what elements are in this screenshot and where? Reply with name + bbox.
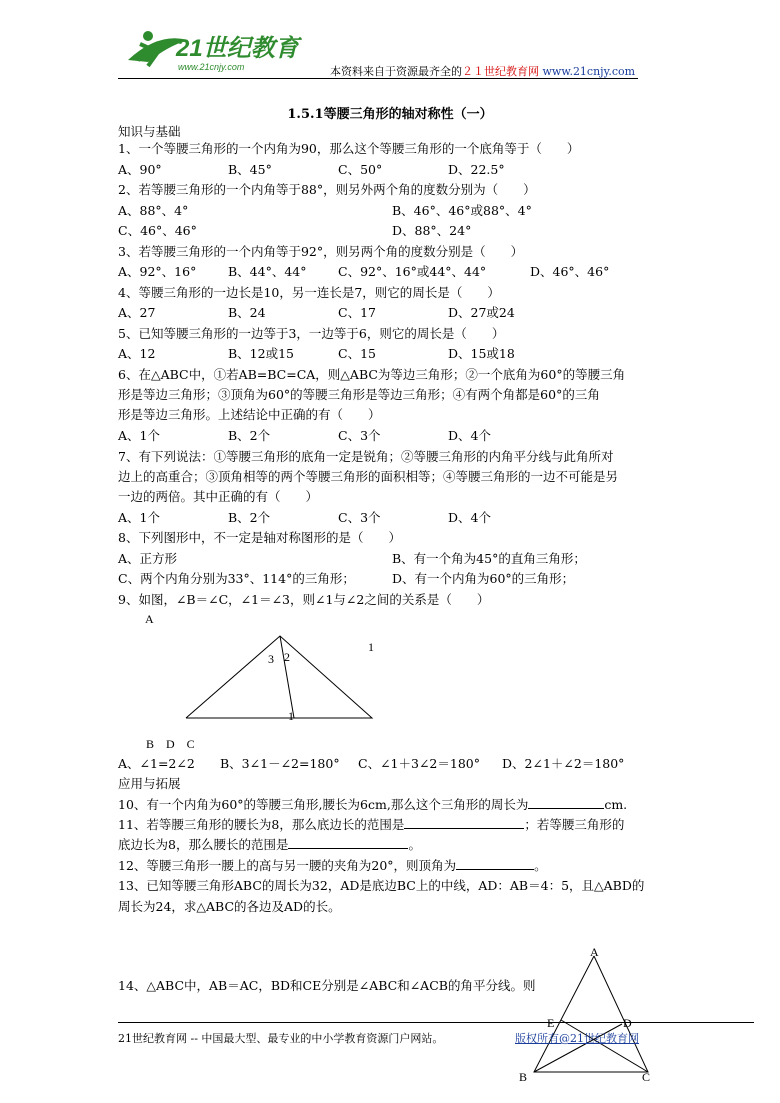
q2-option-a: A、88°、4°: [118, 203, 189, 218]
question-7-line-3: 一边的两倍。其中正确的有（ ）: [118, 489, 319, 504]
q14-triangle-figure: [520, 950, 660, 1080]
q11-answer-blank-1[interactable]: [404, 828, 524, 829]
q5-option-c: C、15: [338, 346, 376, 361]
q3-option-d: D、46°、46°: [530, 264, 610, 279]
question-7-line-1: 7、有下列说法：①等腰三角形的底角一定是锐角；②等腰三角形的内角平分线与此角所对: [118, 449, 614, 464]
question-9: 9、如图，∠B＝∠C，∠1＝∠3，则∠1与∠2之间的关系是（ ）: [118, 592, 490, 607]
q9-label-3: 3: [268, 652, 274, 666]
q9-option-b: B、3∠1－∠2=180°: [220, 756, 340, 771]
q6-option-c: C、3个: [338, 428, 381, 443]
question-4: 4、等腰三角形的一边长是10，另一连长是7，则它的周长是（ ）: [118, 285, 500, 300]
q1-option-c: C、50°: [338, 162, 383, 177]
q1-option-b: B、45°: [228, 162, 272, 177]
question-12: 12、等腰三角形一腰上的高与另一腰的夹角为20°，则顶角为 。: [118, 858, 547, 873]
question-1: 1、一个等腰三角形的一个内角为90，那么这个等腰三角形的一个底角等于（ ）: [118, 141, 580, 156]
q4-option-d: D、27或24: [448, 305, 515, 320]
q9-label-1-base: 1: [288, 709, 294, 723]
q14-label-d: D: [623, 1016, 632, 1030]
question-6-line-1: 6、在△ABC中，①若AB=BC=CA，则△ABC为等边三角形；②一个底角为60°的等腰三角: [118, 367, 626, 382]
question-11-line-1: 11、若等腰三角形的腰长为8，那么底边长的范围是 ；若等腰三角形的: [118, 817, 625, 832]
q14-label-c: C: [642, 1070, 651, 1084]
q8-option-b: B、有一个角为45°的直角三角形；: [392, 551, 586, 566]
q9-label-a: A: [145, 612, 154, 626]
q9-option-a: A、∠1=2∠2: [118, 756, 195, 771]
footer-copyright-link[interactable]: 版权所有@21世纪教育网: [515, 1032, 639, 1045]
section-heading-2: 应用与拓展: [118, 776, 181, 791]
page-title: 1.5.1等腰三角形的轴对称性（一）: [287, 107, 493, 122]
question-11-line-2: 底边长为8，那么腰长的范围是 。: [118, 837, 421, 852]
footer-text: 21世纪教育网 -- 中国最大型、最专业的中小学教育资源门户网站。: [118, 1032, 444, 1045]
q4-option-c: C、17: [338, 305, 376, 320]
q3-option-b: B、44°、44°: [228, 264, 307, 279]
q1-option-a: A、90°: [118, 162, 162, 177]
q9-label-1-right: 1: [368, 640, 374, 654]
q3-option-a: A、92°、16°: [118, 264, 197, 279]
q3-option-c: C、92°、16°或44°、44°: [338, 264, 487, 279]
q2-option-d: D、88°、24°: [392, 223, 472, 238]
q11-answer-blank-2[interactable]: [288, 848, 408, 849]
question-5: 5、已知等腰三角形的一边等于3，一边等于6，则它的周长是（ ）: [118, 326, 505, 341]
header-site-name: ２１世纪教育网: [462, 65, 539, 78]
q2-option-b: B、46°、46°或88°、4°: [392, 203, 532, 218]
header-site-url[interactable]: www.21cnjy.com: [542, 65, 636, 78]
question-13-line-2: 周长为24，求△ABC的各边及AD的长。: [118, 899, 341, 914]
q5-option-a: A、12: [118, 346, 156, 361]
q4-option-a: A、27: [118, 305, 156, 320]
question-2: 2、若等腰三角形的一个内角等于88°，则另外两个角的度数分别为（ ）: [118, 182, 536, 197]
header-tagline: 本资料来自于资源最齐全的２１世纪教育网 www.21cnjy.com: [330, 65, 636, 78]
header-rule: [118, 78, 638, 79]
q8-option-c: C、两个内角分别为33°、114°的三角形；: [118, 571, 355, 586]
q2-option-c: C、46°、46°: [118, 223, 197, 238]
question-10: 10、有一个内角为60°的等腰三角形,腰长为6cm,那么这个三角形的周长为 cm.: [118, 797, 628, 812]
question-14: 14、△ABC中，AB＝AC，BD和CE分别是∠ABC和∠ACB的角平分线。则: [118, 978, 536, 993]
q9-label-bdc: B D C: [146, 737, 195, 751]
q6-option-d: D、4个: [448, 428, 491, 443]
q9-option-c: C、∠1＋3∠2＝180°: [358, 756, 480, 771]
q9-option-d: D、2∠1＋∠2＝180°: [502, 756, 625, 771]
footer-rule: [118, 1022, 754, 1023]
q9-label-2: 2: [284, 650, 290, 664]
question-7-line-2: 边上的高重合；③顶角相等的两个等腰三角形的面积相等；④等腰三角形的一边不可能是另: [118, 469, 619, 484]
q5-option-b: B、12或15: [228, 346, 294, 361]
q7-option-d: D、4个: [448, 510, 491, 525]
q9-triangle-figure: [180, 630, 380, 725]
question-6-line-3: 形是等边三角形。上述结论中正确的有（ ）: [118, 407, 381, 422]
question-13-line-1: 13、已知等腰三角形ABC的周长为32，AD是底边BC上的中线，AD：AB＝4：5，且△ABD的: [118, 878, 645, 893]
section-heading: 知识与基础: [118, 124, 181, 139]
q6-option-b: B、2个: [228, 428, 271, 443]
q6-option-a: A、1个: [118, 428, 160, 443]
svg-text:21世纪教育: 21世纪教育: [176, 35, 299, 62]
q12-answer-blank[interactable]: [456, 869, 534, 870]
q7-option-c: C、3个: [338, 510, 381, 525]
q5-option-d: D、15或18: [448, 346, 515, 361]
q8-option-d: D、有一个内角为60°的三角形；: [392, 571, 575, 586]
question-6-line-2: 形是等边三角形；③顶角为60°的等腰三角形是等边三角形；④有两个角都是60°的三角: [118, 387, 600, 402]
q14-label-a: A: [590, 945, 599, 959]
q10-answer-blank[interactable]: [528, 808, 604, 809]
svg-text:www.21cnjy.com: www.21cnjy.com: [178, 62, 245, 72]
question-3: 3、若等腰三角形的一个内角等于92°，则另两个角的度数分别是（ ）: [118, 244, 524, 259]
q7-option-a: A、1个: [118, 510, 160, 525]
question-8: 8、下列图形中，不一定是轴对称图形的是（ ）: [118, 530, 401, 545]
site-logo: [118, 22, 318, 74]
q14-label-e: E: [547, 1016, 555, 1030]
q1-option-d: D、22.5°: [448, 162, 505, 177]
q14-label-b: B: [519, 1070, 528, 1084]
q7-option-b: B、2个: [228, 510, 271, 525]
q8-option-a: A、正方形: [118, 551, 178, 566]
q4-option-b: B、24: [228, 305, 266, 320]
